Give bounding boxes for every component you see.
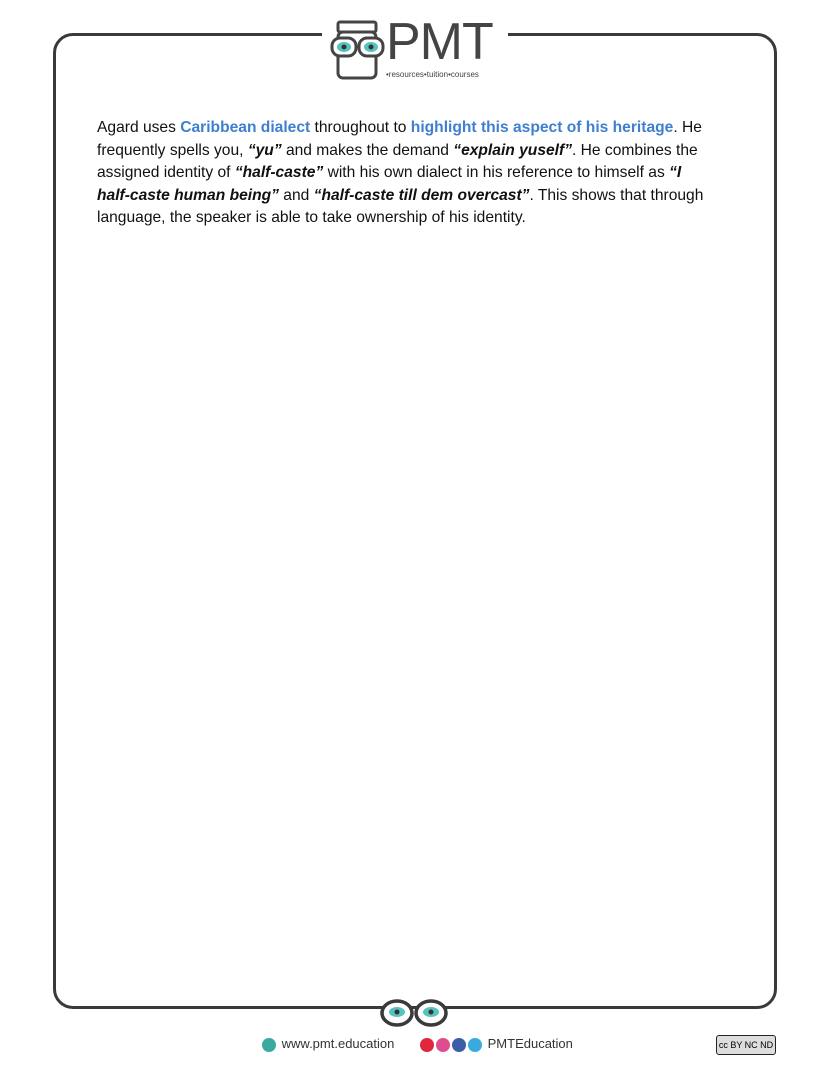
twitter-icon[interactable] [468, 1038, 482, 1052]
text-run: with his own dialect in his reference to himself as [323, 164, 670, 182]
pmt-logo [330, 18, 500, 82]
text-line [97, 140, 747, 163]
youtube-icon[interactable] [420, 1038, 434, 1052]
highlight-text: Caribbean dialect [180, 119, 311, 136]
text-run: . He [673, 119, 702, 136]
text-run: assigned identity of [97, 164, 235, 182]
social-links[interactable] [420, 1036, 573, 1052]
book-glasses-icon [330, 18, 386, 82]
quotation: “half-caste till dem overcast” [313, 186, 530, 204]
text-run: and makes the demand [281, 141, 454, 159]
website-text: www.pmt.education [281, 1036, 395, 1051]
cursor-icon [262, 1038, 276, 1052]
text-line [97, 207, 747, 230]
text-run: throughout to [310, 119, 411, 136]
text-run: language, the speaker is able to take ownership of his identity. [97, 209, 526, 227]
cc-license-badge[interactable]: cc BY NC ND [716, 1035, 776, 1055]
highlight-text: highlight this aspect of his heritage [410, 119, 674, 136]
quotation: half-caste human being” [97, 186, 279, 204]
text-run: frequently spells you, [97, 141, 248, 159]
text-line [97, 185, 747, 208]
quotation: “half-caste” [234, 164, 324, 182]
quotation: “yu” [247, 141, 282, 159]
text-line [97, 117, 747, 140]
quotation: “explain yuself” [453, 141, 572, 159]
website-link[interactable] [262, 1036, 394, 1052]
text-run: . He combines the [572, 141, 698, 159]
glasses-icon [378, 998, 450, 1028]
social-handle: PMTEducation [487, 1036, 573, 1051]
text-line [97, 162, 747, 185]
logo-tagline: •resources•tuition•courses [386, 70, 479, 79]
text-run: and [278, 186, 314, 204]
instagram-icon[interactable] [436, 1038, 450, 1052]
body-paragraph [97, 117, 747, 230]
facebook-icon[interactable] [452, 1038, 466, 1052]
logo-text: PMT [386, 18, 493, 66]
text-run: . This shows that through [529, 186, 704, 204]
text-run: Agard uses [97, 119, 181, 136]
quotation: “I [669, 164, 682, 182]
